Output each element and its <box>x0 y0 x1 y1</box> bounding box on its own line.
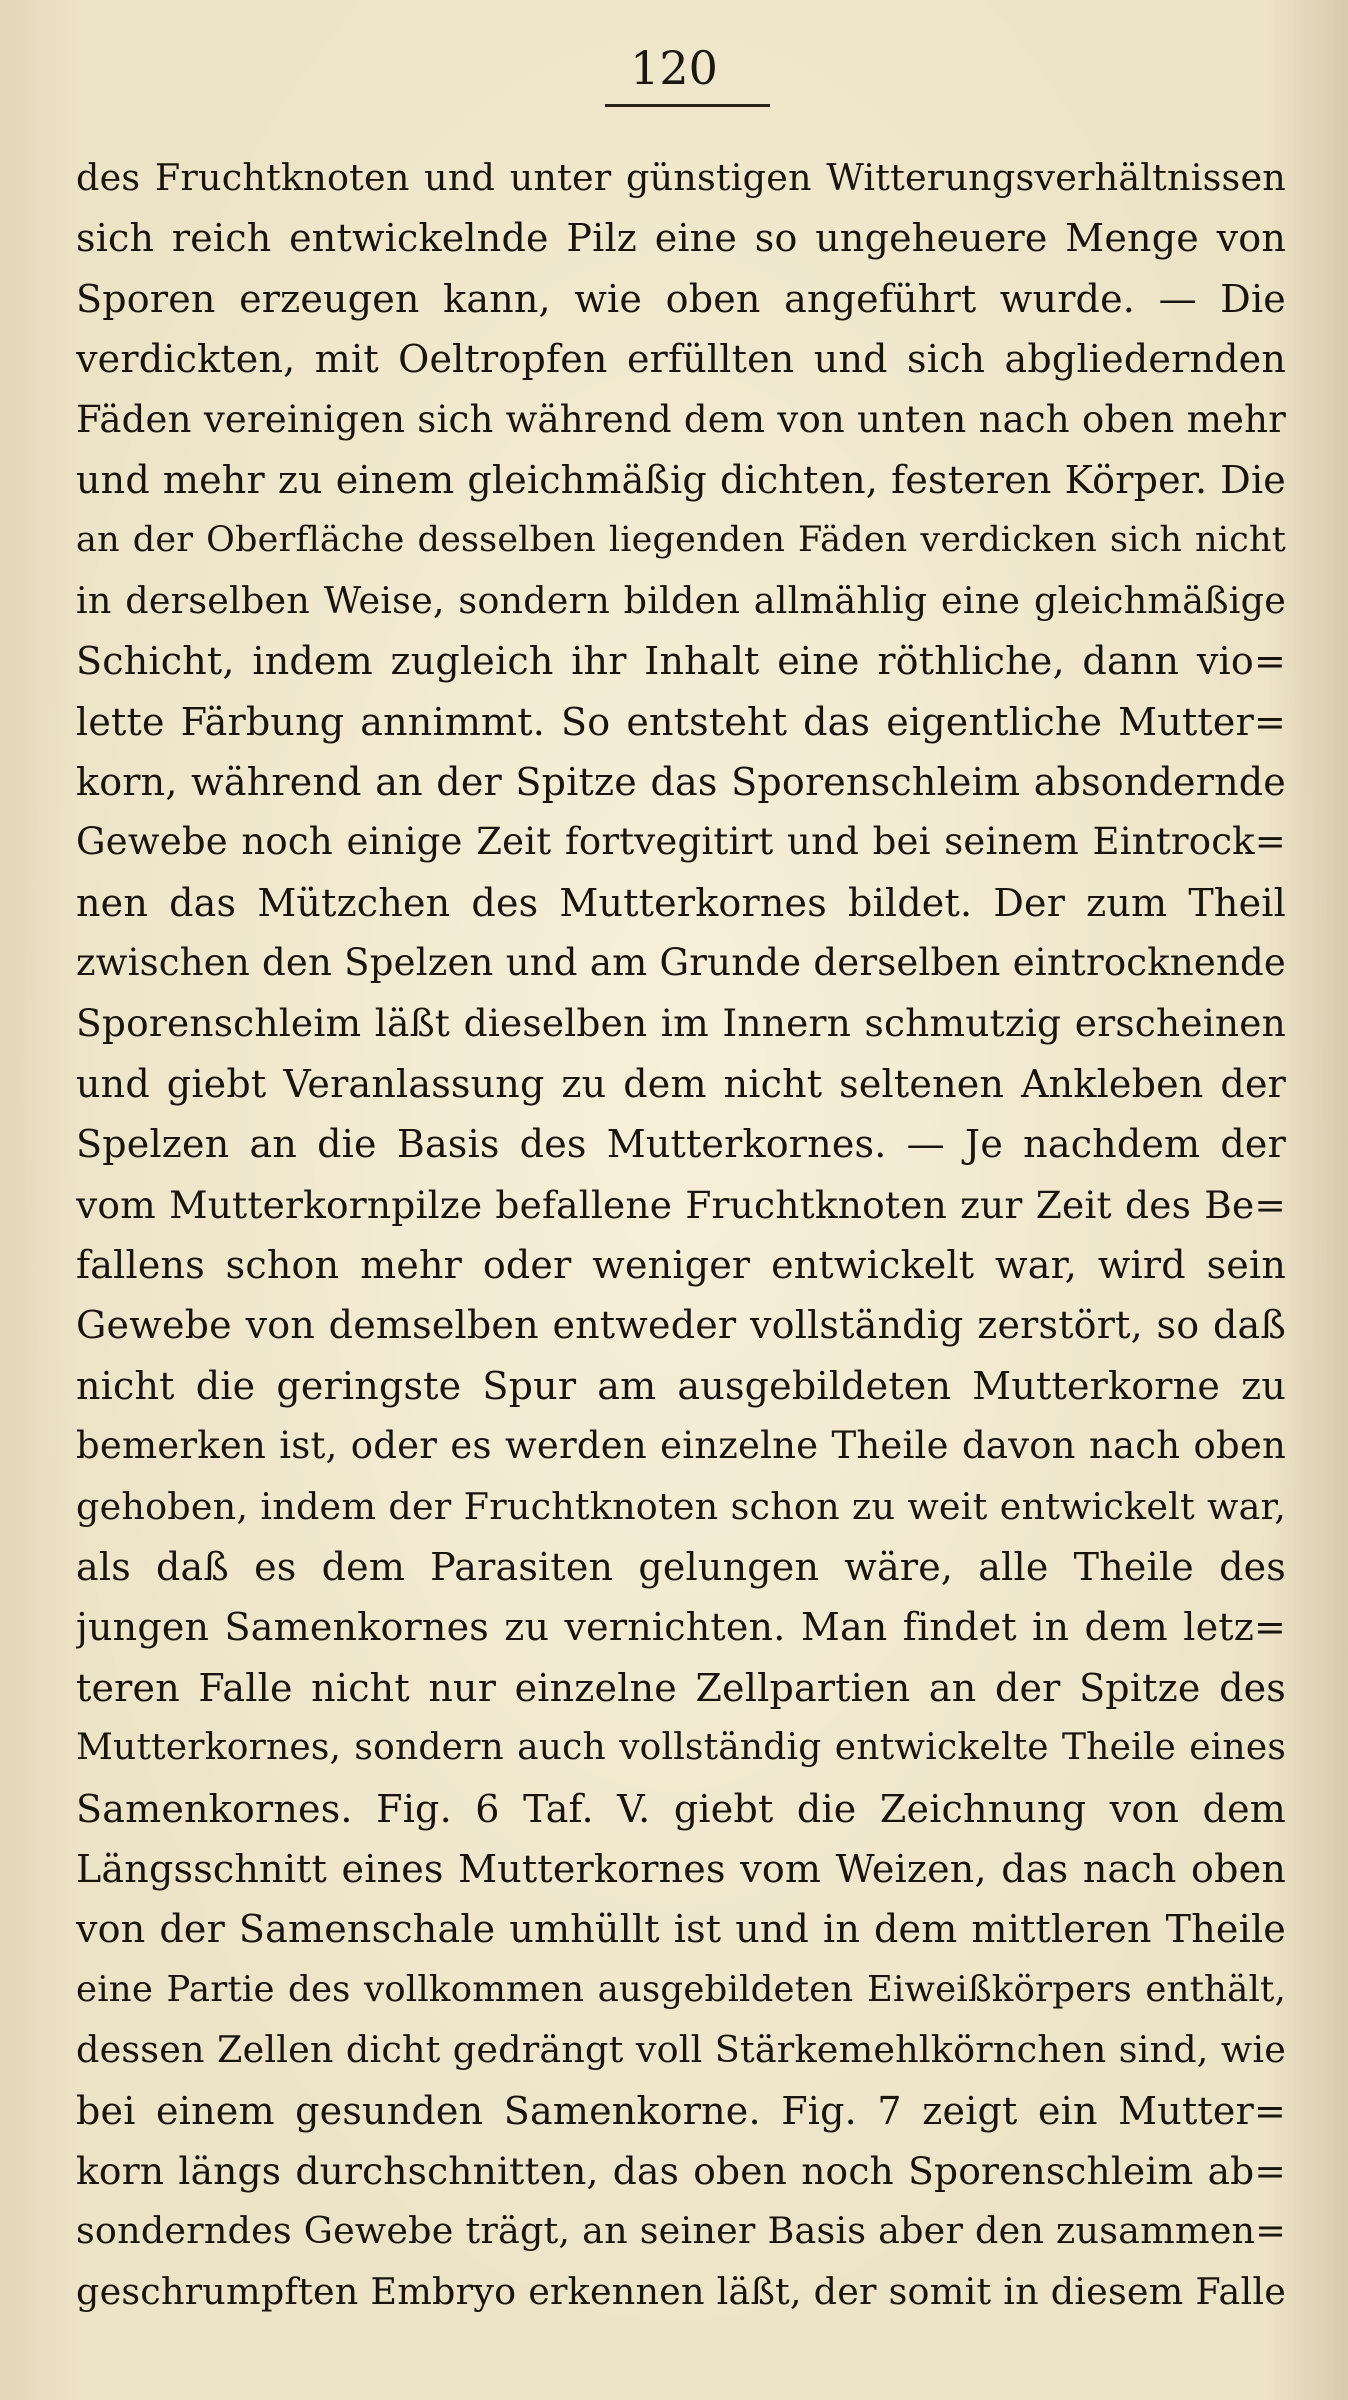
text-line: in derselben Weise, sondern bilden allmählig eine gleichmäßige <box>76 578 1286 622</box>
text-line: verdickten, mit Oeltropfen erfüllten und sich abgliedernden <box>76 337 1286 382</box>
text-line: Fäden vereinigen sich während dem von unten nach oben mehr <box>76 397 1286 441</box>
text-line: Gewebe noch einige Zeit fortvegitirt und bei seinem Eintrock= <box>76 820 1286 864</box>
text-line: fallens schon mehr oder weniger entwickelt war, wird sein <box>76 1243 1286 1288</box>
text-line: sonderndes Gewebe trägt, an seiner Basis aber den zusammen= <box>76 2209 1286 2253</box>
text-line: Sporenschleim läßt dieselben im Innern schmutzig erscheinen <box>76 1001 1286 1046</box>
text-line: nicht die geringste Spur am ausgebildeten Mutterkorne zu <box>76 1363 1286 1408</box>
text-line: bemerken ist, oder es werden einzelne Theile davon nach oben <box>76 1424 1286 1468</box>
text-line: geschrumpften Embryo erkennen läßt, der somit in diesem Falle <box>76 2269 1286 2313</box>
text-line: des Fruchtknoten und unter günstigen Witterungsverhältnissen <box>76 156 1286 199</box>
text-line: an der Oberfläche desselben liegenden Fäden verdicken sich nicht <box>76 520 1286 561</box>
text-line: sich reich entwickelnde Pilz eine so ungeheuere Menge von <box>76 216 1286 261</box>
text-line: Schicht, indem zugleich ihr Inhalt eine röthliche, dann vio= <box>76 639 1286 684</box>
text-line: teren Falle nicht nur einzelne Zellpartien an der Spitze des <box>76 1665 1286 1710</box>
text-line: eine Partie des vollkommen ausgebildeten Eiweißkörpers enthält, <box>76 1968 1286 2010</box>
text-line: bei einem gesunden Samenkorne. Fig. 7 zeigt ein Mutter= <box>76 2088 1286 2133</box>
text-line: Samenkornes. Fig. 6 Taf. V. giebt die Zeichnung von dem <box>76 1786 1286 1831</box>
body-text <box>76 148 1286 2322</box>
text-line: jungen Samenkornes zu vernichten. Man findet in dem letz= <box>76 1605 1286 1650</box>
text-line: lette Färbung annimmt. So entsteht das eigentliche Mutter= <box>76 699 1286 744</box>
page-number: 120 <box>630 41 718 95</box>
text-line: gehoben, indem der Fruchtknoten schon zu weit entwickelt war, <box>76 1484 1286 1528</box>
text-line: Gewebe von demselben entweder vollständig zerstört, so daß <box>76 1303 1286 1348</box>
text-line: Spelzen an die Basis des Mutterkornes. — Je nachdem der <box>76 1122 1286 1167</box>
text-line: nen das Mützchen des Mutterkornes bildet. Der zum Theil <box>76 880 1286 925</box>
text-line: vom Mutterkornpilze befallene Fruchtknoten zur Zeit des Be= <box>76 1182 1286 1227</box>
text-line: Längsschnitt eines Mutterkornes vom Weizen, das nach oben <box>76 1846 1286 1891</box>
text-line: korn längs durchschnitten, das oben noch Sporenschleim ab= <box>76 2148 1286 2193</box>
text-line: als daß es dem Parasiten gelungen wäre, alle Theile des <box>76 1544 1286 1589</box>
text-line: dessen Zellen dicht gedrängt voll Stärkemehlkörnchen sind, wie <box>76 2028 1286 2072</box>
text-line: korn, während an der Spitze das Sporenschleim absondernde <box>76 759 1286 804</box>
text-line: Mutterkornes, sondern auch vollständig entwickelte Theile eines <box>76 1727 1286 1769</box>
text-line: und mehr zu einem gleichmäßig dichten, festeren Körper. Die <box>76 457 1286 502</box>
text-line: und giebt Veranlassung zu dem nicht seltenen Ankleben der <box>76 1061 1286 1106</box>
text-line: von der Samenschale umhüllt ist und in dem mittleren Theile <box>76 1907 1286 1952</box>
page-number-rule <box>605 104 770 107</box>
text-line: Sporen erzeugen kann, wie oben angeführt wurde. — Die <box>76 276 1286 321</box>
text-line: zwischen den Spelzen und am Grunde derselben eintrocknende <box>76 941 1286 985</box>
